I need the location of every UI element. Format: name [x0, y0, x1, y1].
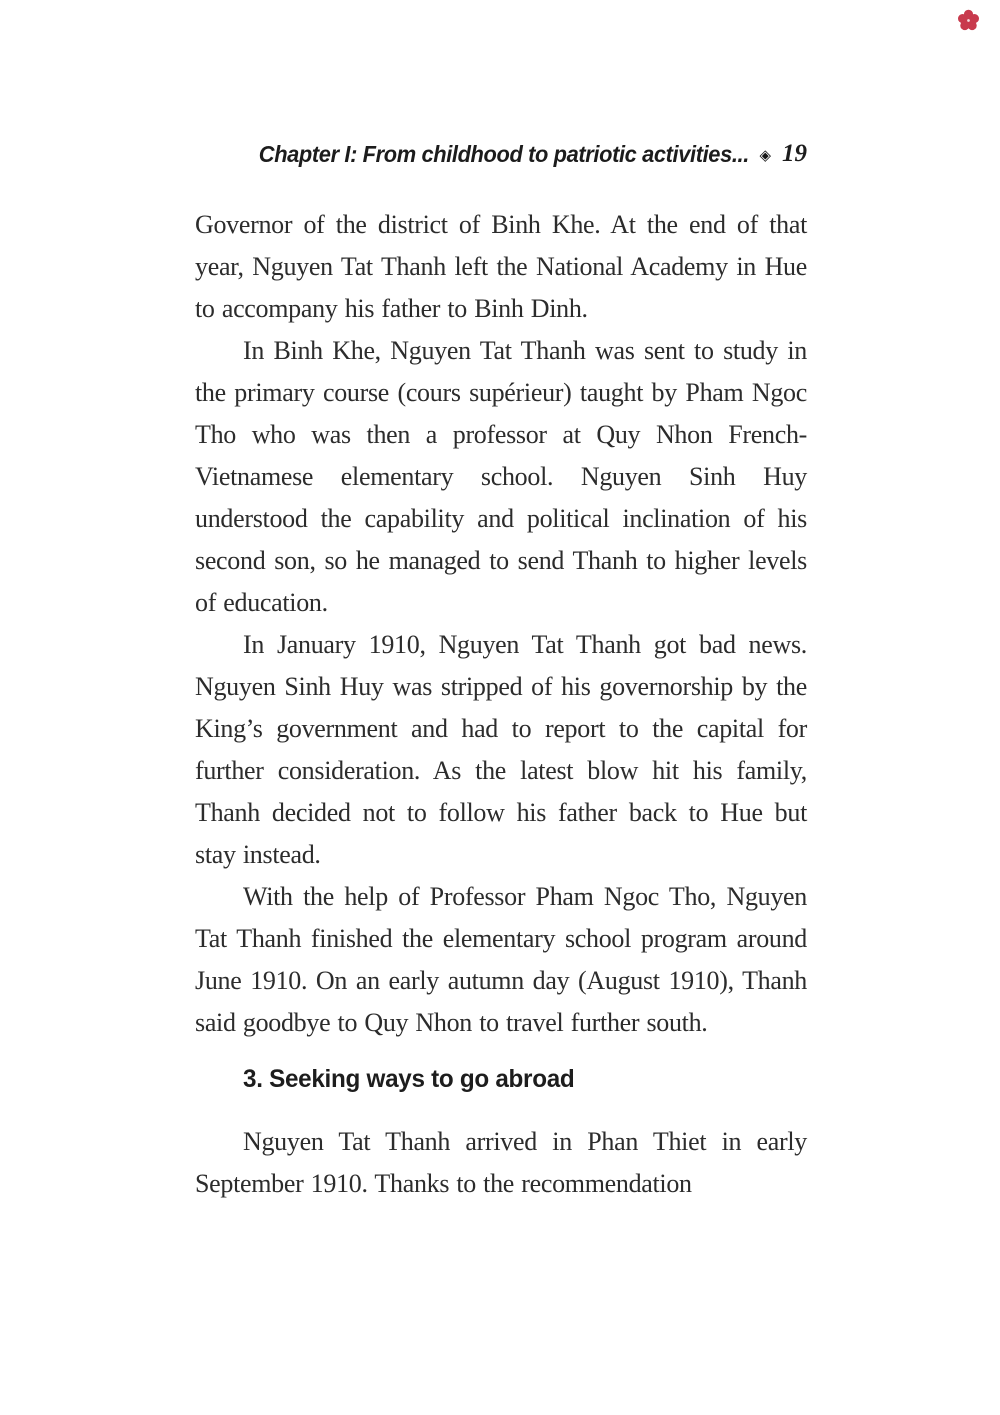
page-number: 19: [782, 140, 807, 167]
paragraph: In Binh Khe, Nguyen Tat Thanh was sent to study in the primary course (cours supérieur) taught by Pham Ngoc Tho who was then a professor at Quy Nhon French-Vietnamese elementary school. Nguyen Sinh Huy understood the capability and political inclination of his second son, so he managed to send Thanh to higher levels of education.: [195, 336, 807, 617]
diamond-separator-icon: ◈: [759, 146, 771, 164]
paragraph: In January 1910, Nguyen Tat Thanh got bad news. Nguyen Sinh Huy was stripped of his governorship by the King’s government and had to report to the capital for further consideration. As the latest blow hit his family, Thanh decided not to follow his father back to Hue but stay instead.: [195, 630, 807, 869]
paragraph: Nguyen Tat Thanh arrived in Phan Thiet in early September 1910. Thanks to the recommendation: [195, 1127, 807, 1198]
section-heading: 3. Seeking ways to go abroad: [243, 1065, 575, 1093]
running-header-title: Chapter I: From childhood to patriotic activities...: [258, 140, 749, 167]
paragraph-continuation: Governor of the district of Binh Khe. At the end of that year, Nguyen Tat Thanh left the National Academy in Hue to accompany his father to Binh Dinh.: [195, 210, 807, 323]
flower-icon: [955, 7, 982, 34]
text-block: [195, 140, 807, 1205]
paragraph: With the help of Professor Pham Ngoc Tho, Nguyen Tat Thanh finished the elementary school program around June 1910. On an early autumn day (August 1910), Thanh said goodbye to Quy Nhon to travel further south.: [195, 882, 807, 1037]
running-header: [195, 140, 807, 168]
